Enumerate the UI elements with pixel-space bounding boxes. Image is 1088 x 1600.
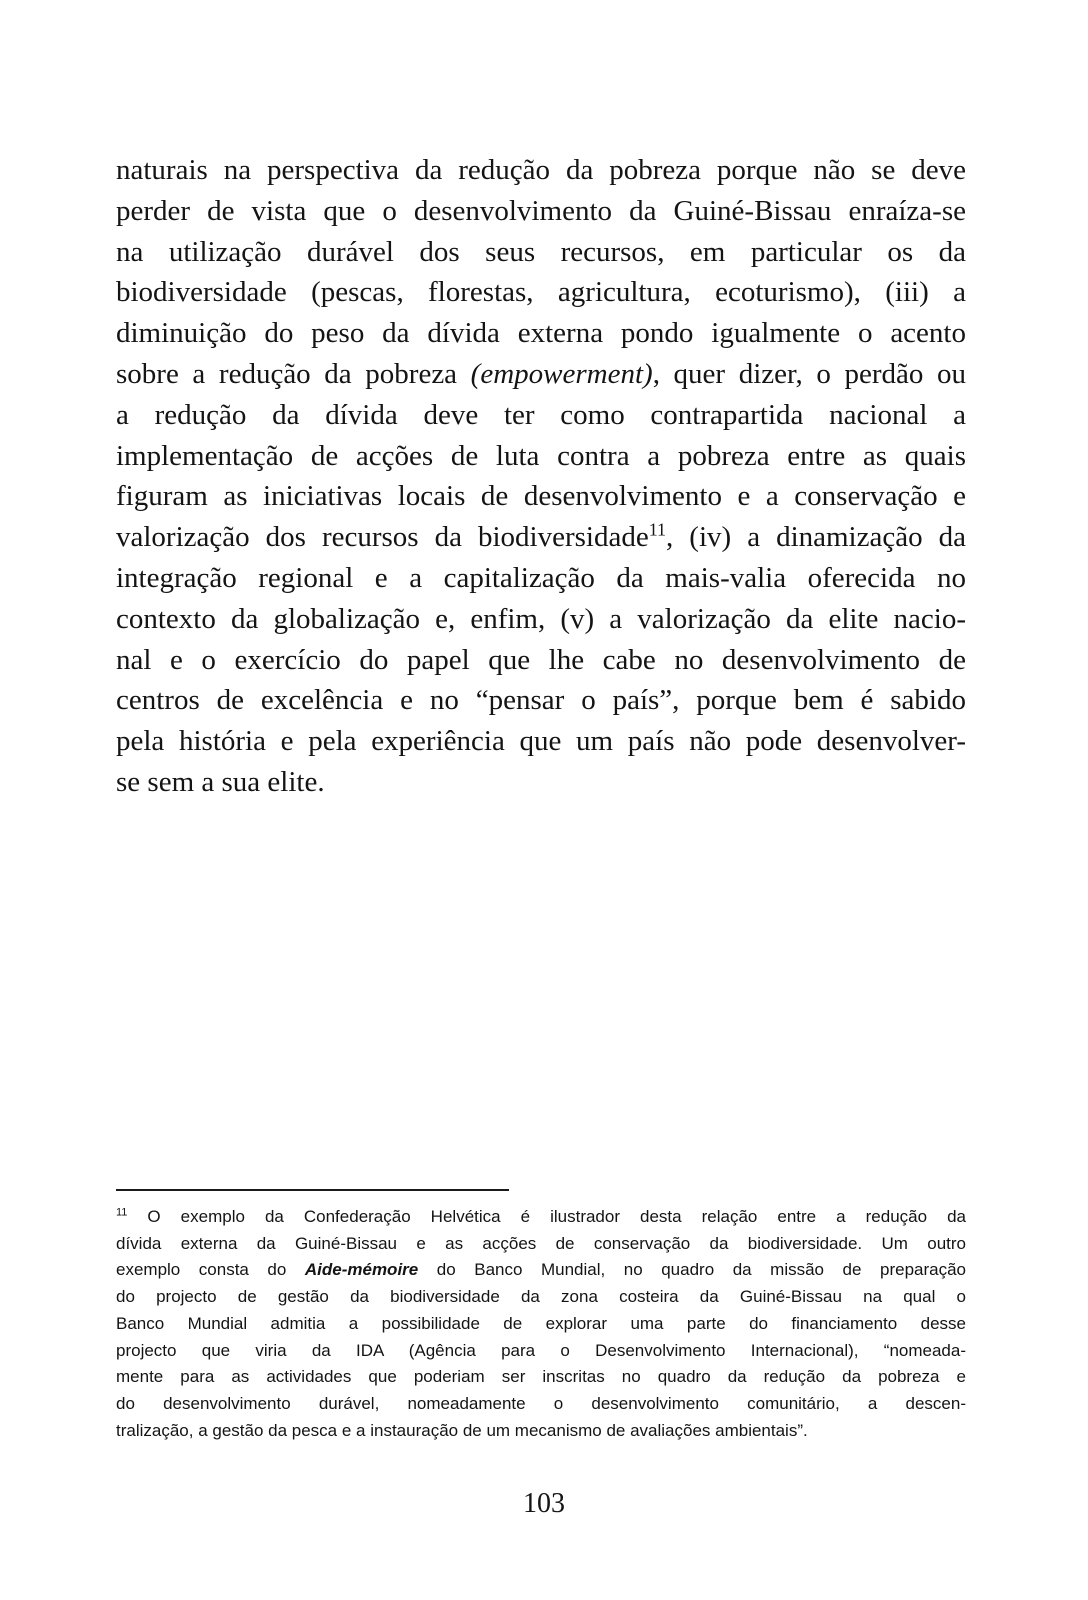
body-line: centros de excelência e no “pensar o país”, porque bem é sabido <box>116 684 966 717</box>
italic-title: Aide-mémoire <box>304 1260 419 1280</box>
body-text-run: valorização dos recursos da biodiversidade <box>116 521 649 554</box>
footnote-line: do desenvolvimento durável, nomeadamente o desenvolvimento comunitário, a descen- <box>116 1393 966 1413</box>
body-line: se sem a sua elite. <box>116 765 325 798</box>
footnote-line: do projecto de gestão da biodiversidade da zona costeira da Guiné-Bissau na qual o <box>116 1287 966 1307</box>
body-line: perder de vista que o desenvolvimento da Guiné-Bissau enraíza-se <box>116 194 966 227</box>
body-line: na utilização durável dos seus recursos, em particular os da <box>116 235 966 268</box>
footnote-line <box>116 1204 966 1231</box>
body-line: integração regional e a capitalização da mais-valia oferecida no <box>116 561 966 594</box>
body-line <box>116 517 966 558</box>
footnote-text-run: exemplo consta do <box>116 1260 305 1280</box>
footnote-number: 11 <box>116 1206 128 1219</box>
body-line: implementação de acções de luta contra a pobreza entre as quais <box>116 439 966 472</box>
body-line: biodiversidade (pescas, florestas, agricultura, ecoturismo), (iii) a <box>116 276 966 309</box>
footnote-line: Banco Mundial admitia a possibilidade de explorar uma parte do financiamento desse <box>116 1313 966 1333</box>
footnote-line: mente para as actividades que poderiam ser inscritas no quadro da redução da pobreza e <box>116 1367 966 1387</box>
footnote-line: projecto que viria da IDA (Agência para o Desenvolvimento Internacional), “nomeada- <box>116 1340 966 1360</box>
body-text-run: , quer dizer, o perdão ou <box>652 357 966 390</box>
footnote-text-run: O exemplo da Confederação Helvética é ilustrador desta relação entre a redução da <box>127 1207 966 1226</box>
footnote-divider <box>116 1189 509 1191</box>
body-paragraph <box>116 150 966 803</box>
footnote-line: dívida externa da Guiné-Bissau e as acções de conservação da biodiversidade. Um outro <box>116 1233 966 1253</box>
italic-term: (empowerment) <box>470 357 653 390</box>
body-line: nal e o exercício do papel que lhe cabe no desenvolvimento de <box>116 643 966 676</box>
body-line: figuram as iniciativas locais de desenvolvimento e a conservação e <box>116 480 966 513</box>
footnote-text-run: do Banco Mundial, no quadro da missão de preparação <box>418 1260 966 1280</box>
footnote-line: tralização, a gestão da pesca e a instauração de um mecanismo de avaliações ambientais”. <box>116 1420 808 1440</box>
body-line: diminuição do peso da dívida externa pondo igualmente o acento <box>116 317 966 350</box>
body-text-run: , (iv) a dinamização da <box>666 521 966 554</box>
page-number: 103 <box>523 1488 565 1519</box>
body-line: contexto da globalização e, enfim, (v) a valorização da elite nacio- <box>116 602 966 635</box>
body-line: a redução da dívida deve ter como contrapartida nacional a <box>116 398 966 431</box>
body-line <box>116 354 966 395</box>
body-line: naturais na perspectiva da redução da pobreza porque não se deve <box>116 154 966 186</box>
body-line: pela história e pela experiência que um país não pode desenvolver- <box>116 725 966 758</box>
footnote-line <box>116 1257 966 1284</box>
body-text-run: sobre a redução da pobreza <box>116 357 471 390</box>
footnote <box>116 1204 966 1444</box>
footnote-reference: 11 <box>648 519 667 540</box>
